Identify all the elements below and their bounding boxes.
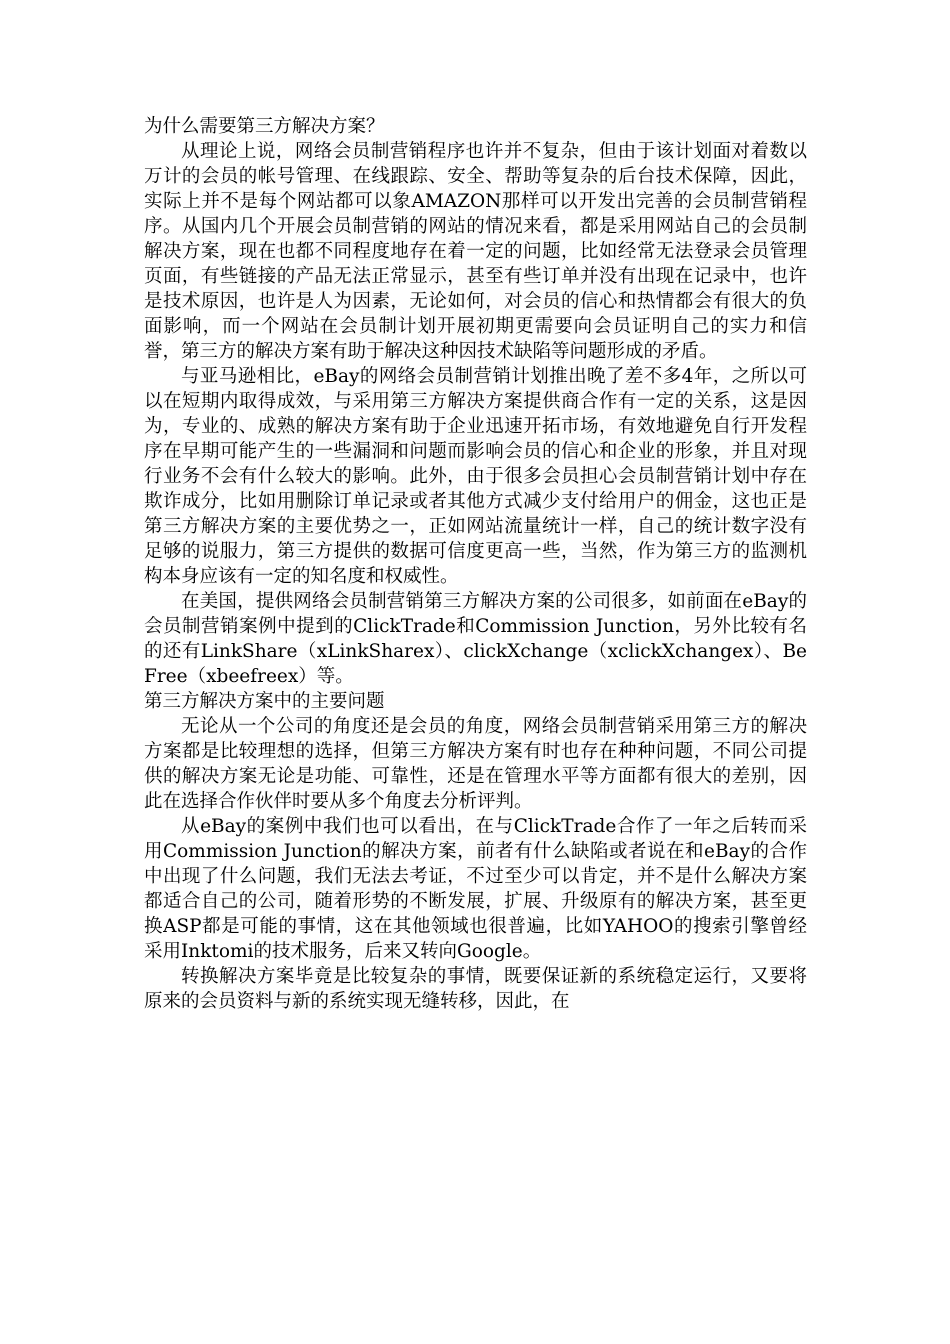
section-heading-main-problems: 第三方解决方案中的主要问题 [144,691,385,712]
document-body [144,114,807,1014]
paragraph-ebay-case: 从eBay的案例中我们也可以看出，在与ClickTrade合作了一年之后转而采用Commission Junction的解决方案，前者有什么缺陷或者说在和eBay的合作中出现了什么问题，我们无法去考证，不过至少可以肯定，并不是什么解决方案都适合自己的公司，随着形势的不断发展，扩展、升级原有的解决方案，甚至更换ASP都是可能的事情，这在其他领域也很普遍，比如YAHOO的搜索引擎曾经采用Inktomi的技术服务，后来又转向Google。 [144,816,807,962]
section-heading-why-third-party: 为什么需要第三方解决方案？ [144,116,385,137]
paragraph-theory: 从理论上说，网络会员制营销程序也许并不复杂，但由于该计划面对着数以万计的会员的帐号管理、在线跟踪、安全、帮助等复杂的后台技术保障，因此，实际上并不是每个网站都可以象AMAZON那样可以开发出完善的会员制营销程序。从国内几个开展会员制营销的网站的情况来看，都是采用网站自己的会员制解决方案，现在也都不同程度地存在着一定的问题，比如经常无法登录会员管理页面，有些链接的产品无法正常显示，甚至有些订单并没有出现在记录中，也许是技术原因，也许是人为因素，无论如何，对会员的信心和热情都会有很大的负面影响，而一个网站在会员制计划开展初期更需要向会员证明自己的实力和信誉，第三方的解决方案有助于解决这种因技术缺陷等问题形成的矛盾。 [144,141,807,362]
paragraph-us-providers: 在美国，提供网络会员制营销第三方解决方案的公司很多，如前面在eBay的会员制营销案例中提到的ClickTrade和Commission Junction，另外比较有名的还有LinkShare（xLinkSharex）、clickXchange（xclickXchangex）、Be Free（xbeefreex）等。 [144,591,807,687]
paragraph-ebay-vs-amazon: 与亚马逊相比，eBay的网络会员制营销计划推出晚了差不多4年，之所以可以在短期内取得成效，与采用第三方解决方案提供商合作有一定的关系，这是因为，专业的、成熟的解决方案有助于企业迅速开拓市场，有效地避免自行开发程序在早期可能产生的一些漏洞和问题而影响会员的信心和企业的形象，并且对现行业务不会有什么较大的影响。此外，由于很多会员担心会员制营销计划中存在欺诈成分，比如用删除订单记录或者其他方式减少支付给用户的佣金，这也正是第三方解决方案的主要优势之一，正如网站流量统计一样，自己的统计数字没有足够的说服力，第三方提供的数据可信度更高一些，当然，作为第三方的监测机构本身应该有一定的知名度和权威性。 [144,366,807,587]
paragraph-choosing-partner: 无论从一个公司的角度还是会员的角度，网络会员制营销采用第三方的解决方案都是比较理想的选择，但第三方解决方案有时也存在种种问题，不同公司提供的解决方案无论是功能、可靠性，还是在管理水平等方面都有很大的差别，因此在选择合作伙伴时要从多个角度去分析评判。 [144,716,807,812]
paragraph-switching-solutions: 转换解决方案毕竟是比较复杂的事情，既要保证新的系统稳定运行，又要将原来的会员资料与新的系统实现无缝转移，因此，在 [144,966,807,1012]
